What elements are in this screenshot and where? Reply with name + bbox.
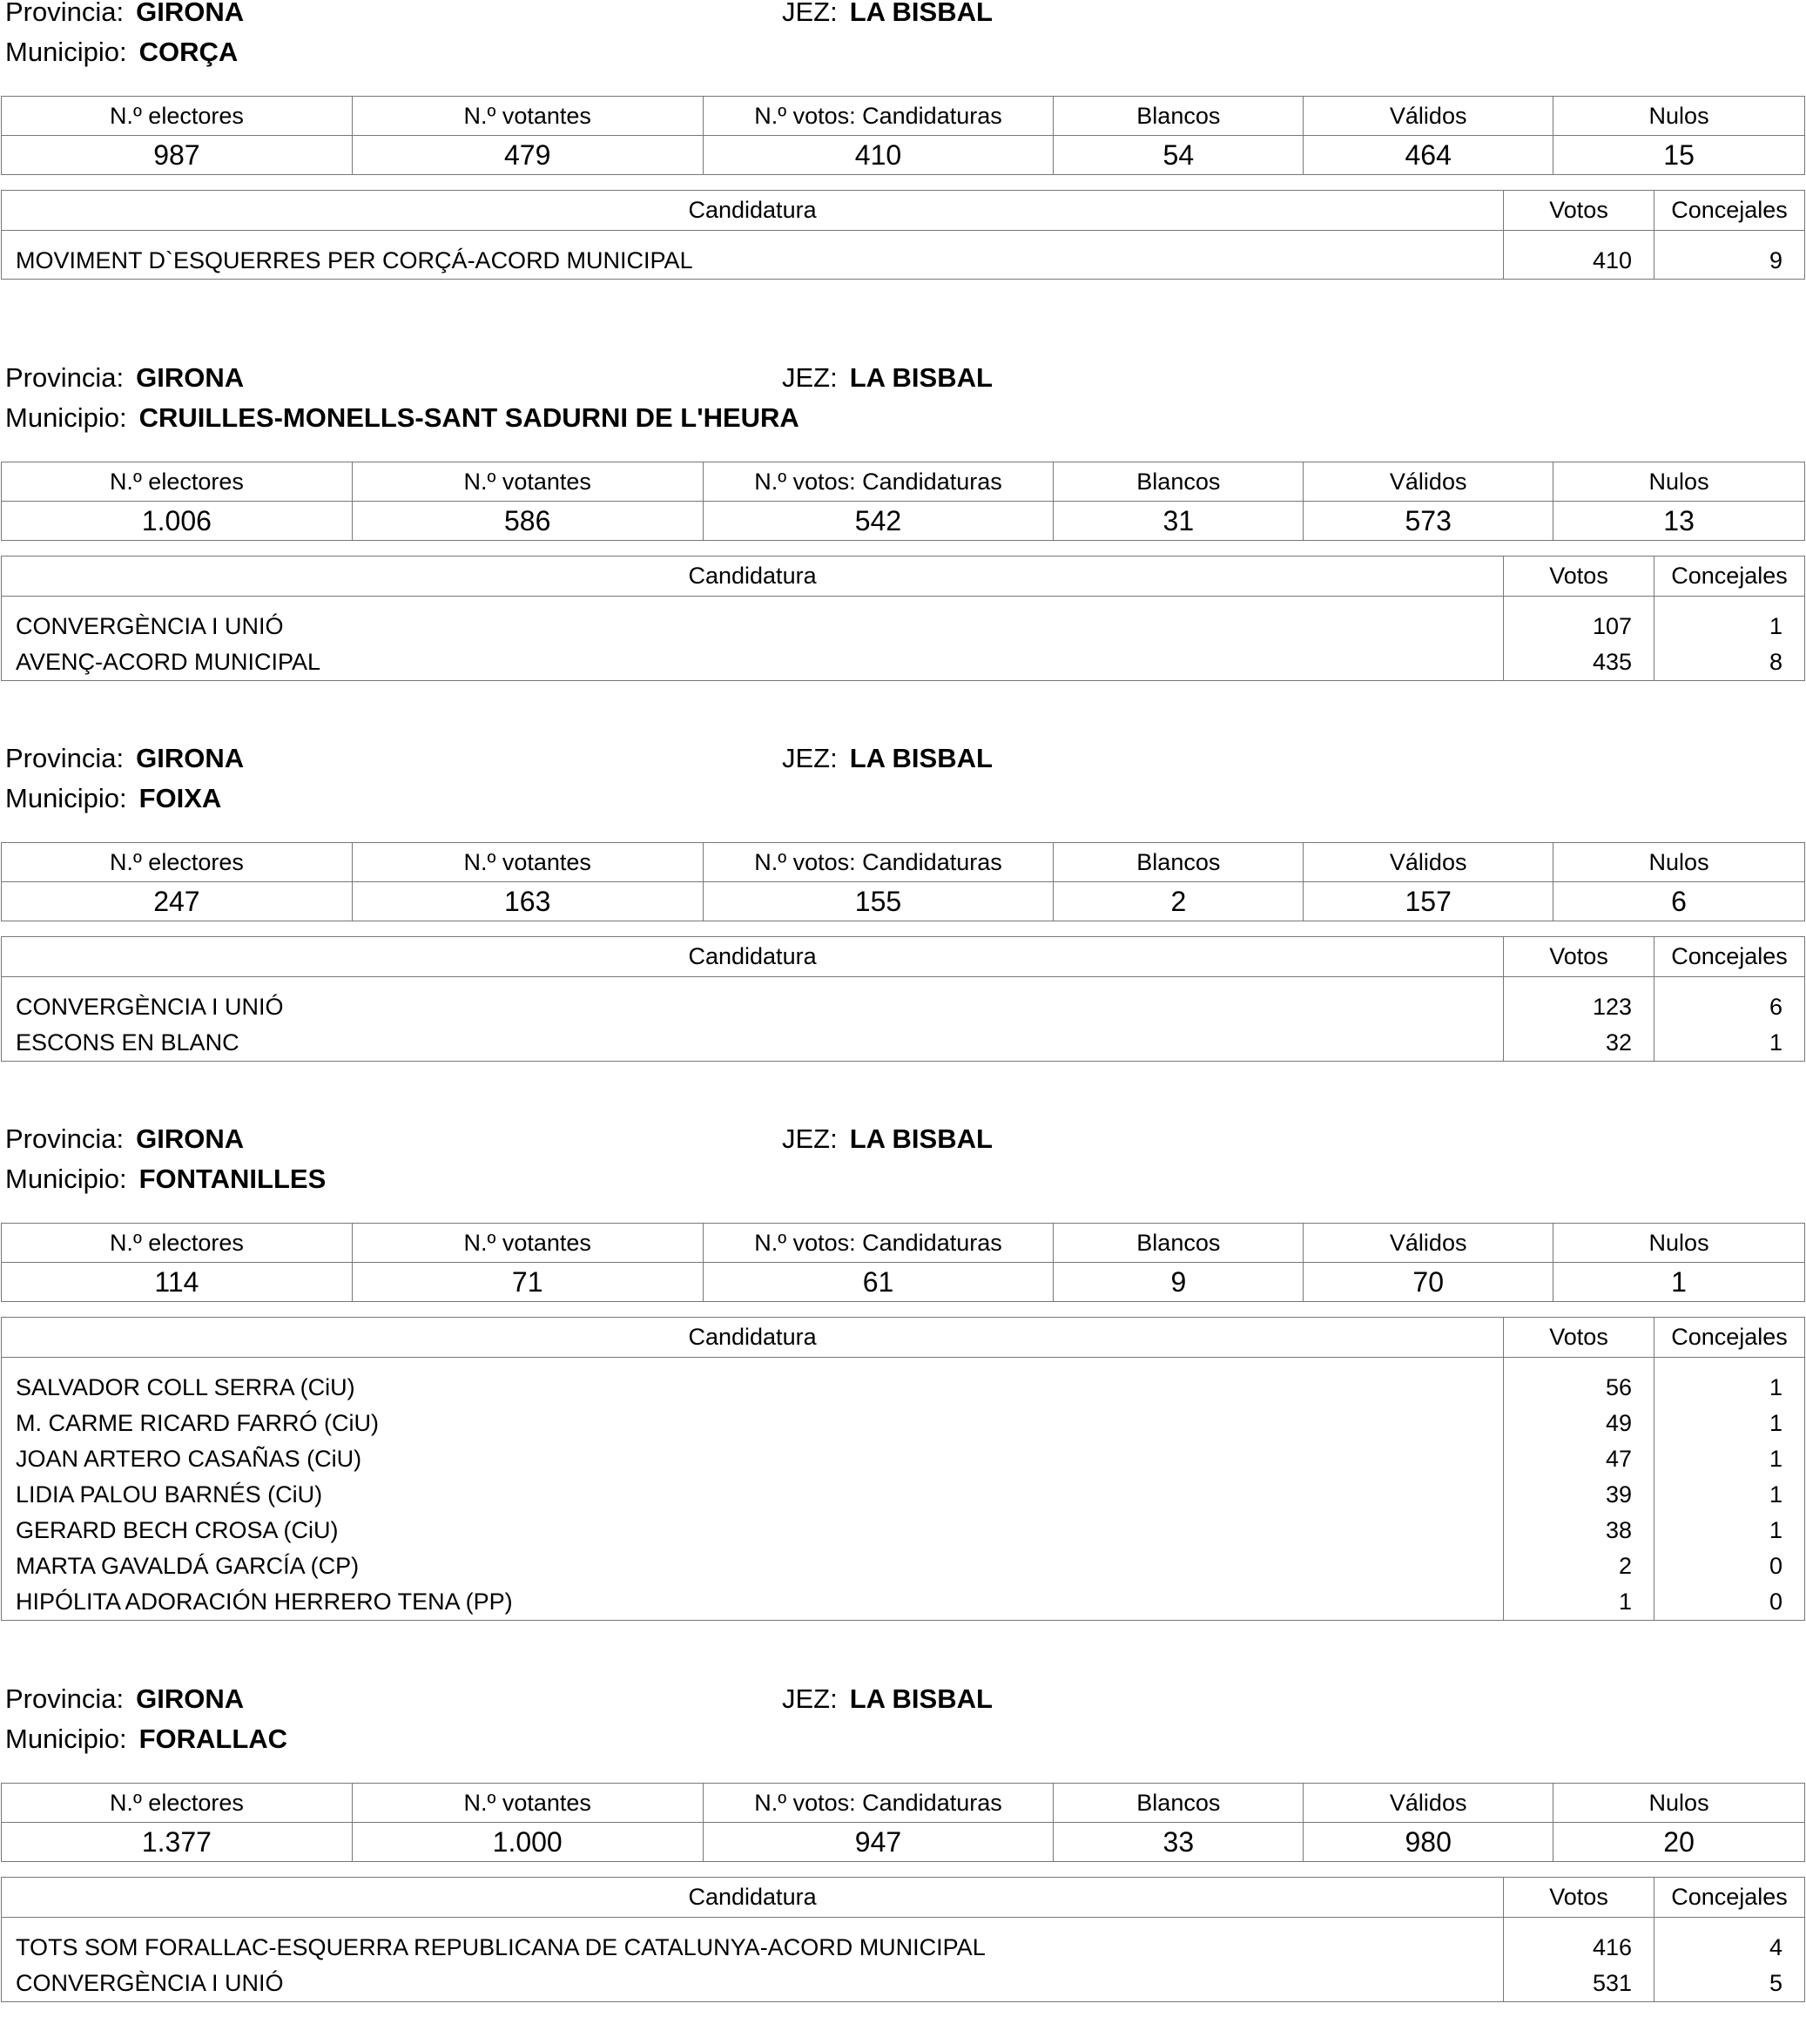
provincia-label: Provincia: xyxy=(5,1123,125,1154)
candidatura-name: AVENÇ-ACORD MUNICIPAL xyxy=(2,644,1504,681)
summary-value-cell: 155 xyxy=(703,882,1054,921)
candidatura-row xyxy=(2,1477,1805,1513)
candidatura-row xyxy=(2,1966,1805,2002)
summary-header-cell: N.º electores xyxy=(2,1784,353,1823)
candidatura-row xyxy=(2,1406,1805,1441)
municipio-label: Municipio: xyxy=(5,402,127,433)
summary-header-cell: N.º electores xyxy=(2,97,353,136)
spacer-cell xyxy=(1654,597,1805,610)
summary-value-cell: 573 xyxy=(1304,502,1553,541)
summary-header-cell: N.º electores xyxy=(2,843,353,882)
candidaturas-header-row xyxy=(2,557,1805,597)
municipio-block xyxy=(0,0,1806,357)
jez-label: JEZ: xyxy=(782,1683,838,1714)
spacer-row xyxy=(2,597,1805,610)
municipio-label: Municipio: xyxy=(5,1724,127,1754)
spacer-cell xyxy=(1504,977,1654,990)
summary-value-cell: 2 xyxy=(1054,882,1304,921)
votos-header: Votos xyxy=(1504,1878,1654,1918)
provincia-value: GIRONA xyxy=(136,0,245,27)
candidatura-row xyxy=(2,1025,1805,1062)
candidatura-votos: 410 xyxy=(1504,243,1654,280)
summary-header-cell: Nulos xyxy=(1553,462,1805,502)
summary-value-cell: 1.006 xyxy=(2,502,353,541)
summary-header-cell: N.º votantes xyxy=(352,843,703,882)
summary-value-cell: 20 xyxy=(1553,1823,1805,1862)
jez-label: JEZ: xyxy=(782,743,838,773)
candidatura-concejales: 0 xyxy=(1654,1548,1805,1584)
summary-value-cell: 61 xyxy=(703,1263,1054,1302)
candidatura-name: SALVADOR COLL SERRA (CiU) xyxy=(2,1370,1504,1406)
candidatura-row xyxy=(2,1370,1805,1406)
summary-header-cell: N.º electores xyxy=(2,462,353,502)
summary-value-cell: 114 xyxy=(2,1263,353,1302)
candidaturas-table xyxy=(1,190,1805,280)
candidatura-concejales: 1 xyxy=(1654,1513,1805,1548)
candidatura-row xyxy=(2,1930,1805,1966)
candidatura-concejales: 1 xyxy=(1654,609,1805,644)
candidaturas-table xyxy=(1,936,1805,1062)
provincia-value: GIRONA xyxy=(136,1123,245,1154)
spacer-cell xyxy=(1504,1918,1654,1931)
candidaturas-table xyxy=(1,1317,1805,1621)
spacer-cell xyxy=(2,231,1504,244)
municipio-block xyxy=(0,362,1806,723)
candidatura-name: CONVERGÈNCIA I UNIÓ xyxy=(2,989,1504,1025)
candidatura-votos: 39 xyxy=(1504,1477,1654,1513)
candidaturas-header-row xyxy=(2,1878,1805,1918)
candidatura-votos: 2 xyxy=(1504,1548,1654,1584)
municipio-block xyxy=(0,743,1806,1103)
candidatura-votos: 1 xyxy=(1504,1584,1654,1621)
candidatura-header: Candidatura xyxy=(2,557,1504,597)
provincia-line xyxy=(5,362,244,394)
summary-value-row xyxy=(2,136,1805,175)
spacer-row xyxy=(2,1918,1805,1931)
summary-value-cell: 15 xyxy=(1553,136,1805,175)
concejales-header: Concejales xyxy=(1654,937,1805,977)
jez-value: LA BISBAL xyxy=(849,1123,993,1154)
provincia-label: Provincia: xyxy=(5,743,125,773)
candidatura-header: Candidatura xyxy=(2,191,1504,231)
municipio-block xyxy=(0,1123,1806,1615)
jez-value: LA BISBAL xyxy=(849,743,993,773)
candidatura-concejales: 5 xyxy=(1654,1966,1805,2002)
municipio-label: Municipio: xyxy=(5,37,127,67)
summary-value-cell: 247 xyxy=(2,882,353,921)
summary-value-cell: 947 xyxy=(703,1823,1054,1862)
candidaturas-table xyxy=(1,1877,1805,2002)
summary-header-cell: N.º votos: Candidaturas xyxy=(703,97,1054,136)
candidatura-concejales: 0 xyxy=(1654,1584,1805,1621)
jez-value: LA BISBAL xyxy=(849,362,993,393)
municipio-value: CRUILLES-MONELLS-SANT SADURNI DE L'HEURA xyxy=(138,402,799,433)
summary-header-row xyxy=(2,1224,1805,1263)
summary-value-cell: 31 xyxy=(1054,502,1304,541)
candidatura-votos: 123 xyxy=(1504,989,1654,1025)
summary-value-row xyxy=(2,1263,1805,1302)
provincia-line xyxy=(5,743,244,774)
votos-header: Votos xyxy=(1504,1318,1654,1358)
spacer-cell xyxy=(1654,977,1805,990)
candidatura-votos: 531 xyxy=(1504,1966,1654,2002)
candidatura-name: MOVIMENT D`ESQUERRES PER CORÇÁ-ACORD MUNICIPAL xyxy=(2,243,1504,280)
summary-value-cell: 54 xyxy=(1054,136,1304,175)
candidaturas-header-row xyxy=(2,191,1805,231)
summary-value-row xyxy=(2,502,1805,541)
candidatura-votos: 416 xyxy=(1504,1930,1654,1966)
summary-header-cell: Válidos xyxy=(1304,843,1553,882)
provincia-value: GIRONA xyxy=(136,1683,245,1714)
summary-value-cell: 479 xyxy=(352,136,703,175)
candidatura-concejales: 8 xyxy=(1654,644,1805,681)
provincia-line xyxy=(5,1123,244,1155)
jez-label: JEZ: xyxy=(782,1123,838,1154)
candidatura-name: LIDIA PALOU BARNÉS (CiU) xyxy=(2,1477,1504,1513)
summary-header-cell: N.º votos: Candidaturas xyxy=(703,1224,1054,1263)
spacer-cell xyxy=(2,1918,1504,1931)
candidatura-header: Candidatura xyxy=(2,1318,1504,1358)
candidatura-votos: 49 xyxy=(1504,1406,1654,1441)
summary-value-cell: 71 xyxy=(352,1263,703,1302)
candidatura-concejales: 1 xyxy=(1654,1025,1805,1062)
candidatura-row xyxy=(2,1584,1805,1621)
summary-value-cell: 6 xyxy=(1553,882,1805,921)
candidatura-name: ESCONS EN BLANC xyxy=(2,1025,1504,1062)
spacer-cell xyxy=(1654,1358,1805,1371)
candidatura-row xyxy=(2,609,1805,644)
municipio-line xyxy=(5,1724,287,1755)
jez-label: JEZ: xyxy=(782,362,838,393)
candidatura-concejales: 1 xyxy=(1654,1406,1805,1441)
candidatura-votos: 47 xyxy=(1504,1441,1654,1477)
summary-value-cell: 1 xyxy=(1553,1263,1805,1302)
provincia-value: GIRONA xyxy=(136,743,245,773)
candidatura-row xyxy=(2,243,1805,280)
summary-header-cell: Válidos xyxy=(1304,462,1553,502)
municipio-line xyxy=(5,1164,326,1195)
summary-value-cell: 542 xyxy=(703,502,1054,541)
concejales-header: Concejales xyxy=(1654,557,1805,597)
spacer-cell xyxy=(2,597,1504,610)
candidatura-row xyxy=(2,989,1805,1025)
summary-header-cell: N.º votantes xyxy=(352,462,703,502)
candidatura-votos: 107 xyxy=(1504,609,1654,644)
candidaturas-header-row xyxy=(2,937,1805,977)
spacer-cell xyxy=(1654,1918,1805,1931)
summary-header-row xyxy=(2,462,1805,502)
summary-table xyxy=(1,1783,1805,1862)
summary-header-cell: N.º votos: Candidaturas xyxy=(703,843,1054,882)
summary-header-cell: N.º electores xyxy=(2,1224,353,1263)
candidatura-concejales: 1 xyxy=(1654,1441,1805,1477)
provincia-line xyxy=(5,0,244,28)
summary-value-cell: 1.000 xyxy=(352,1823,703,1862)
jez-line xyxy=(782,0,993,28)
summary-value-cell: 410 xyxy=(703,136,1054,175)
spacer-cell xyxy=(2,1358,1504,1371)
candidatura-votos: 38 xyxy=(1504,1513,1654,1548)
summary-value-cell: 987 xyxy=(2,136,353,175)
summary-header-row xyxy=(2,843,1805,882)
municipio-value: CORÇA xyxy=(138,37,239,67)
candidatura-header: Candidatura xyxy=(2,1878,1504,1918)
summary-header-cell: Nulos xyxy=(1553,843,1805,882)
spacer-cell xyxy=(1504,597,1654,610)
votos-header: Votos xyxy=(1504,557,1654,597)
votos-header: Votos xyxy=(1504,191,1654,231)
summary-value-cell: 980 xyxy=(1304,1823,1553,1862)
summary-value-cell: 586 xyxy=(352,502,703,541)
summary-value-row xyxy=(2,1823,1805,1862)
candidatura-votos: 56 xyxy=(1504,1370,1654,1406)
summary-header-cell: Blancos xyxy=(1054,843,1304,882)
candidatura-row xyxy=(2,644,1805,681)
jez-line xyxy=(782,743,993,774)
jez-line xyxy=(782,362,993,394)
summary-header-cell: Blancos xyxy=(1054,1784,1304,1823)
municipio-block xyxy=(0,1683,1806,2044)
provincia-label: Provincia: xyxy=(5,1683,125,1714)
candidatura-name: JOAN ARTERO CASAÑAS (CiU) xyxy=(2,1441,1504,1477)
municipio-value: FOIXA xyxy=(138,783,222,813)
summary-value-cell: 13 xyxy=(1553,502,1805,541)
jez-label: JEZ: xyxy=(782,0,838,27)
summary-header-row xyxy=(2,97,1805,136)
provincia-label: Provincia: xyxy=(5,0,125,27)
provincia-line xyxy=(5,1683,244,1715)
summary-value-cell: 163 xyxy=(352,882,703,921)
summary-header-cell: N.º votantes xyxy=(352,1224,703,1263)
summary-header-cell: Blancos xyxy=(1054,97,1304,136)
candidatura-votos: 32 xyxy=(1504,1025,1654,1062)
summary-value-row xyxy=(2,882,1805,921)
municipio-line xyxy=(5,783,221,814)
summary-header-row xyxy=(2,1784,1805,1823)
municipio-label: Municipio: xyxy=(5,1164,127,1194)
spacer-cell xyxy=(2,977,1504,990)
summary-value-cell: 464 xyxy=(1304,136,1553,175)
candidatura-name: CONVERGÈNCIA I UNIÓ xyxy=(2,1966,1504,2002)
spacer-row xyxy=(2,977,1805,990)
municipio-line xyxy=(5,402,799,434)
summary-table xyxy=(1,96,1805,175)
municipio-line xyxy=(5,37,238,68)
summary-header-cell: N.º votos: Candidaturas xyxy=(703,462,1054,502)
summary-header-cell: Válidos xyxy=(1304,1224,1553,1263)
candidatura-concejales: 1 xyxy=(1654,1477,1805,1513)
candidatura-name: MARTA GAVALDÁ GARCÍA (CP) xyxy=(2,1548,1504,1584)
concejales-header: Concejales xyxy=(1654,191,1805,231)
votos-header: Votos xyxy=(1504,937,1654,977)
candidatura-row xyxy=(2,1441,1805,1477)
spacer-cell xyxy=(1504,1358,1654,1371)
candidatura-name: M. CARME RICARD FARRÓ (CiU) xyxy=(2,1406,1504,1441)
summary-value-cell: 1.377 xyxy=(2,1823,353,1862)
provincia-label: Provincia: xyxy=(5,362,125,393)
jez-value: LA BISBAL xyxy=(849,0,993,27)
summary-value-cell: 33 xyxy=(1054,1823,1304,1862)
summary-header-cell: Nulos xyxy=(1553,1224,1805,1263)
summary-value-cell: 70 xyxy=(1304,1263,1553,1302)
provincia-value: GIRONA xyxy=(136,362,245,393)
candidatura-concejales: 6 xyxy=(1654,989,1805,1025)
concejales-header: Concejales xyxy=(1654,1318,1805,1358)
municipio-value: FONTANILLES xyxy=(138,1164,327,1194)
municipio-label: Municipio: xyxy=(5,783,127,813)
summary-header-cell: N.º votos: Candidaturas xyxy=(703,1784,1054,1823)
summary-header-cell: Nulos xyxy=(1553,97,1805,136)
candidaturas-table xyxy=(1,556,1805,681)
spacer-row xyxy=(2,1358,1805,1371)
candidatura-name: TOTS SOM FORALLAC-ESQUERRA REPUBLICANA DE CATALUNYA-ACORD MUNICIPAL xyxy=(2,1930,1504,1966)
summary-header-cell: N.º votantes xyxy=(352,97,703,136)
summary-table xyxy=(1,842,1805,921)
summary-header-cell: Válidos xyxy=(1304,97,1553,136)
jez-value: LA BISBAL xyxy=(849,1683,993,1714)
spacer-row xyxy=(2,231,1805,244)
summary-table xyxy=(1,462,1805,541)
summary-header-cell: Blancos xyxy=(1054,462,1304,502)
summary-header-cell: N.º votantes xyxy=(352,1784,703,1823)
candidatura-name: CONVERGÈNCIA I UNIÓ xyxy=(2,609,1504,644)
summary-table xyxy=(1,1223,1805,1302)
jez-line xyxy=(782,1683,993,1715)
candidaturas-header-row xyxy=(2,1318,1805,1358)
candidatura-header: Candidatura xyxy=(2,937,1504,977)
candidatura-concejales: 9 xyxy=(1654,243,1805,280)
candidatura-concejales: 1 xyxy=(1654,1370,1805,1406)
jez-line xyxy=(782,1123,993,1155)
summary-value-cell: 157 xyxy=(1304,882,1553,921)
summary-header-cell: Válidos xyxy=(1304,1784,1553,1823)
candidatura-name: GERARD BECH CROSA (CiU) xyxy=(2,1513,1504,1548)
candidatura-concejales: 4 xyxy=(1654,1930,1805,1966)
summary-header-cell: Blancos xyxy=(1054,1224,1304,1263)
candidatura-votos: 435 xyxy=(1504,644,1654,681)
summary-value-cell: 9 xyxy=(1054,1263,1304,1302)
spacer-cell xyxy=(1504,231,1654,244)
summary-header-cell: Nulos xyxy=(1553,1784,1805,1823)
candidatura-name: HIPÓLITA ADORACIÓN HERRERO TENA (PP) xyxy=(2,1584,1504,1621)
candidatura-row xyxy=(2,1513,1805,1548)
candidatura-row xyxy=(2,1548,1805,1584)
municipio-value: FORALLAC xyxy=(138,1724,288,1754)
concejales-header: Concejales xyxy=(1654,1878,1805,1918)
spacer-cell xyxy=(1654,231,1805,244)
